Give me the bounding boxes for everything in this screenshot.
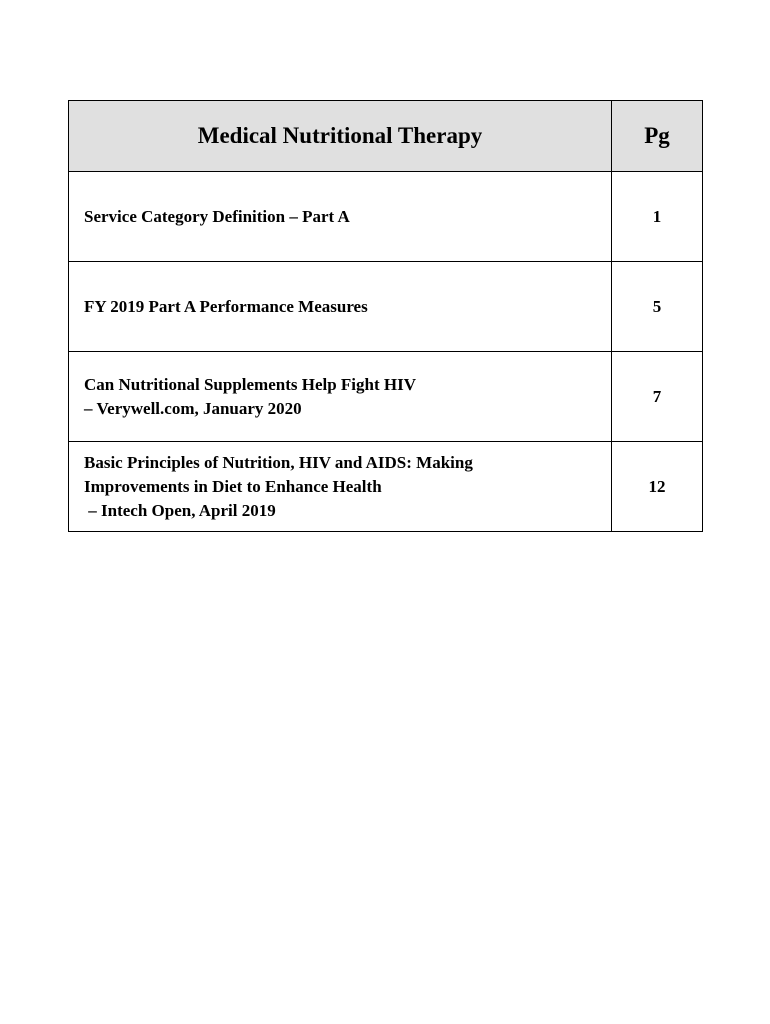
table-row [69, 442, 703, 532]
entry-title [69, 442, 612, 532]
table-row [69, 172, 703, 262]
table-row [69, 352, 703, 442]
entry-title [69, 262, 612, 352]
entry-title [69, 352, 612, 442]
table-row [69, 262, 703, 352]
entry-title-line: Can Nutritional Supplements Help Fight HIV [84, 374, 417, 394]
entry-title-line: – Intech Open, April 2019 [84, 500, 276, 520]
page-column-header: Pg [612, 101, 703, 172]
entry-page-number: 7 [612, 352, 703, 442]
table-header-row [69, 101, 703, 172]
table-title-header: Medical Nutritional Therapy [69, 101, 612, 172]
entry-page-number: 1 [612, 172, 703, 262]
entry-title-line: Basic Principles of Nutrition, HIV and AIDS: Making [84, 452, 473, 472]
entry-page-number: 5 [612, 262, 703, 352]
table-of-contents [68, 100, 703, 532]
entry-page-number: 12 [612, 442, 703, 532]
entry-title [69, 172, 612, 262]
entry-title-line: FY 2019 Part A Performance Measures [84, 296, 368, 316]
entry-title-line: – Verywell.com, January 2020 [84, 398, 302, 418]
entry-title-line: Service Category Definition – Part A [84, 206, 350, 226]
entry-title-line: Improvements in Diet to Enhance Health [84, 476, 382, 496]
